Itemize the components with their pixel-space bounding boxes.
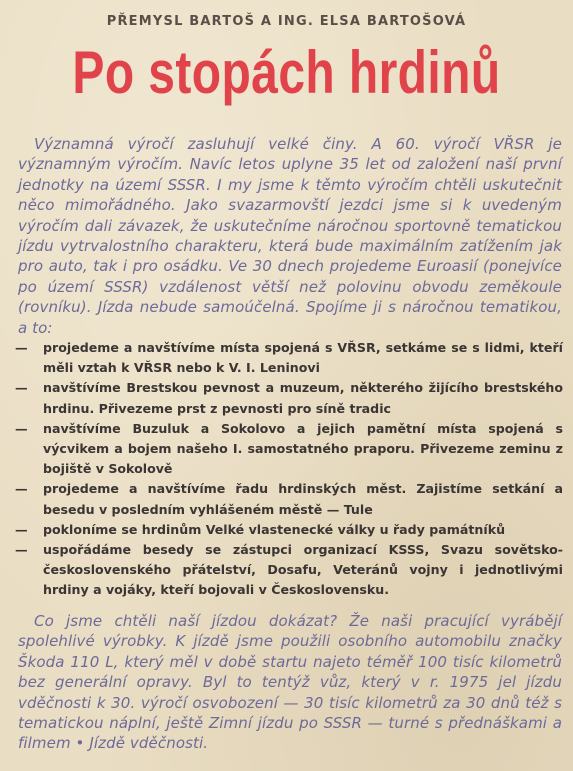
article-title: Po stopách hrdinů	[72, 39, 501, 106]
bullet-dash: —	[15, 542, 28, 558]
bullet-item	[15, 540, 563, 601]
bullet-dash: —	[15, 521, 28, 537]
bullet-dash: —	[15, 481, 28, 497]
bullet-text: projedeme a navštívíme řadu hrdinských měst. Zajistíme setkání a besedu v posledním vyhlášeném městě — Tule	[43, 481, 563, 517]
bullet-text: navštívíme Buzuluk a Sokolovo a jejich pamětní místa spojená s výcvikem a bojem našeho I. samostatného praporu. Přivezeme zeminu z bojiště v Sokolově	[43, 420, 563, 477]
bullet-dash: —	[15, 340, 28, 355]
bullet-text: navštívíme Brestskou pevnost a muzeum, některého žijícího brestského hrdinu. Přivezeme prst z pevnosti pro síně tradic	[43, 380, 563, 416]
bullet-item	[15, 520, 563, 540]
bullet-item	[15, 479, 563, 519]
bullet-item	[15, 378, 563, 418]
article-bullet-list	[15, 338, 563, 601]
bullet-text: pokloníme se hrdinům Velké vlastenecké války u řady památníků	[43, 521, 506, 537]
bullet-dash: —	[15, 380, 28, 396]
article-intro-paragraph: Významná výročí zasluhují velké činy. A 60. výročí VŘSR je významným výročím. Navíc letos uplyne 35 let od založení naší první jednotky na území SSSR. I my jsme k těmto výročím chtěli uskutečnit něco mimořádného. Jako svazarmovští jezdci jsme si k uvedeným výročím dali závazek, že uskutečníme náročnou sportovně tematickou jízdu vytrvalostního charakteru, která bude maximálním zatížením jak pro auto, tak i pro osádku. Ve 30 dnech projedeme Euroasií (ponejvíce po území SSSR) vzdálenost větší než polovinu obvodu zeměkoule (rovníku). Jízda nebude samoúčelná. Spojíme ji s náročnou tematikou, a to:	[18, 135, 562, 337]
bullet-dash: —	[15, 420, 28, 436]
article-authors: PŘEMYSL BARTOŠ A ING. ELSA BARTOŠOVÁ	[106, 14, 467, 29]
bullet-text: uspořádáme besedy se zástupci organizací KSSS, Svazu sovětsko-československého přátelství, Dosafu, Veteránů vojny i jednotlivými hrdiny a vojáky, kteří bojovali v Československu.	[43, 542, 563, 598]
bullet-text: projedeme a navštívíme místa spojená s VŘSR, setkáme se s lidmi, kteří měli vztah k VŘSR nebo k V. I. Leninovi	[43, 340, 563, 376]
bullet-item	[15, 338, 563, 378]
bullet-item	[15, 419, 563, 480]
article-closing-paragraph: Co jsme chtěli naší jízdou dokázat? Že naši pracující vyrábějí spolehlivé výrobky. K jízdě jsme použili osobního automobilu značky Škoda 110 L, který měl v době startu najeto téměř 100 tisíc kilometrů bez generální opravy. Byl to tentýž vůz, který v r. 1975 jel jízdu vděčnosti k 30. výročí osvobození — 30 tisíc kilometrů za 30 dnů též s tematickou náplní, ještě Zimní jízdu po SSSR — turné s přednáškami a filmem • Jízdě vděčnosti.	[18, 612, 562, 753]
